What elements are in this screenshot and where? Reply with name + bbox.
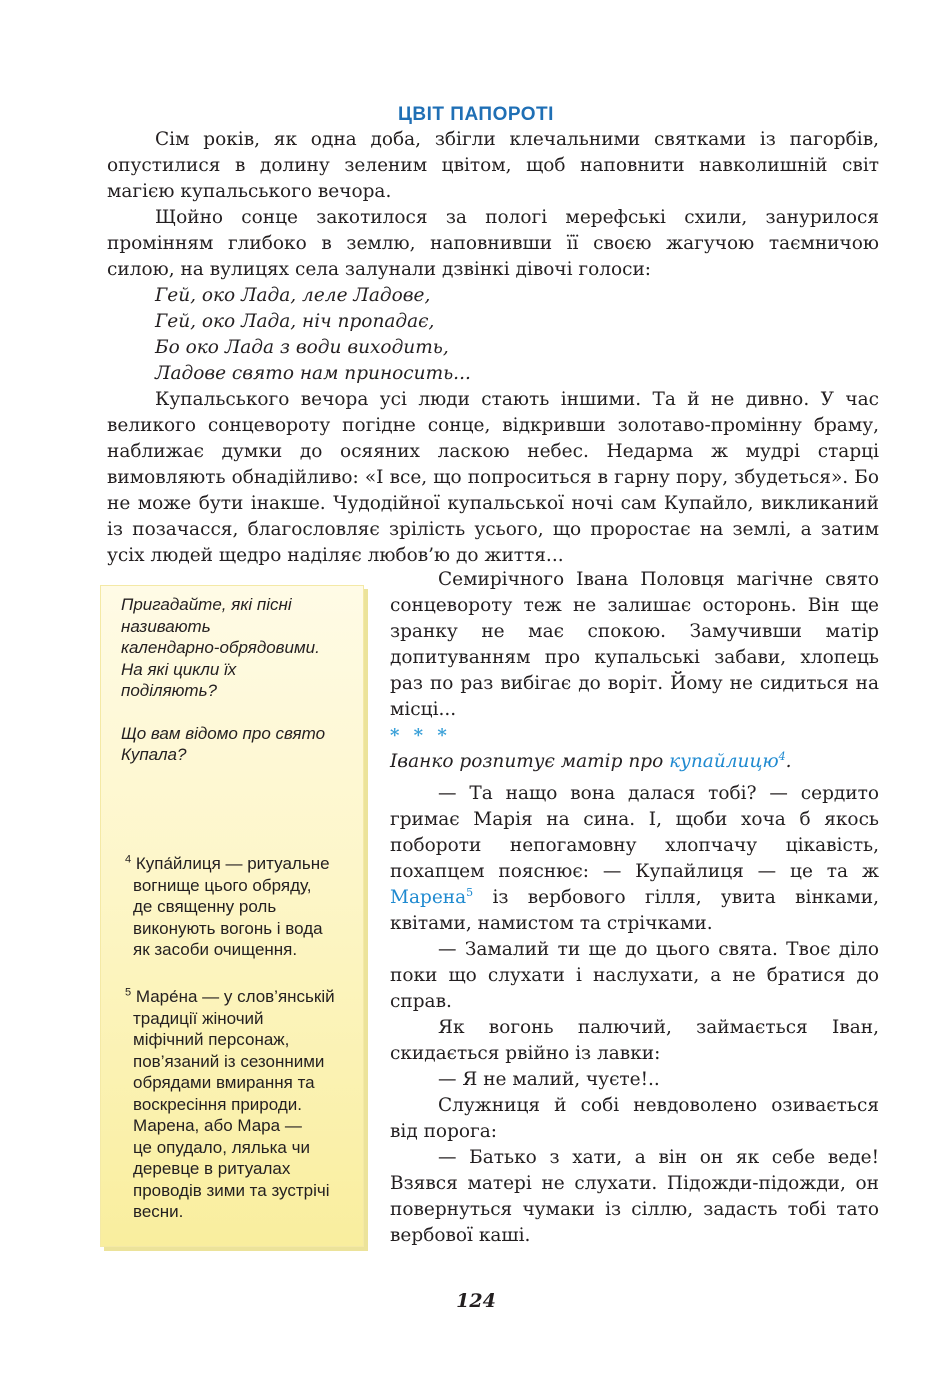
verse-line: Ладове свято нам приносить...: [155, 363, 471, 384]
question: Що вам відомо про свято Купала?: [121, 723, 326, 764]
glossary-term[interactable]: Марена: [390, 887, 467, 908]
story-column: [390, 567, 879, 1249]
footnote-4: $^4$ Купа́йлиця — ритуальне вогнище цього обряду, де священну роль виконують вогонь і вода як засоби очищення.: [125, 853, 330, 959]
footnote-5: $^5$ Маре́на — у слов’янській традиції жіночий міфічний персонаж, пов’язаний із сезонними обрядами вмирання та воскресіння природи. Марена, або Мара — це опудало, лялька чи деревце в ритуалах проводів зими та зустрічі весни.: [125, 986, 335, 1221]
sidebar-box: [100, 585, 364, 1247]
intro-text: [107, 127, 879, 569]
paragraph: Семирічного Івана Половця магічне свято сонцевороту теж не залишає осторонь. Він ще зранку не має спокою. Замучивши матір допитуванням про купальські забави, хлопець раз по раз вибігає до воріт. Йому не сидиться на місці...: [390, 569, 879, 720]
verse-line: Бо око Лада з води виходить,: [155, 337, 449, 358]
song-verse: [107, 283, 879, 387]
paragraph: — Батько з хати, а він он як себе веде! Взявся матері не слухати. Підожди-підожди, он повернуться чумаки із сіллю, задасть тобі тато вербової каші.: [390, 1147, 879, 1246]
paragraph: — Я не малий, чуєте!..: [438, 1069, 660, 1090]
paragraph: — Замалий ти ще до цього свята. Твоє діло поки що слухати і наслухати, а не братися до справ.: [390, 939, 879, 1012]
paragraph: Сім років, як одна доба, збігли клечальними святками із пагорбів, опустилися в долину зеленим цвітом, щоб наповнити навколишній світ магією купальського вечора.: [107, 129, 879, 202]
glossary-term[interactable]: купайлицю: [669, 751, 779, 772]
sidebar-questions: [121, 594, 357, 787]
page-number: 124: [456, 1290, 496, 1312]
page-title: ЦВІТ ПАПОРОТІ: [398, 104, 554, 125]
paragraph: Як вогонь палючий, займається Іван, скидається рвійно із лавки:: [390, 1017, 879, 1064]
question: Пригадайте, які пісні називають календарно-обрядовими. На які цикли їх поділяють?: [121, 595, 320, 700]
paragraph: Служниця й собі невдоволено озивається від порога:: [390, 1095, 879, 1142]
paragraph: — Та нащо вона далася тобі? — сердито гримає Марія на сина. І, щоби хоча б якось побороти непогамовну хлопчачу цікавість, похапцем пояснює: — Купайлиця — це та ж Марена$^5$ із вербового гілля, увита вінками, квітами, намистом та стрічками.: [390, 783, 879, 934]
verse-line: Гей, око Лада, леле Ладове,: [155, 285, 431, 306]
section-subheading: Іванко розпитує матір про купайлицю$^4$.: [390, 749, 792, 772]
paragraph: Щойно сонце закотилося за пологі мерефські схили, занурилося промінням глибоко в землю, наповнивши її своєю жагучою таємничою силою, на вулицях села залунали дзвінкі дівочі голоси:: [107, 207, 879, 280]
verse-line: Гей, око Лада, ніч пропадає,: [155, 311, 435, 332]
paragraph: Купальського вечора усі люди стають іншими. Та й не дивно. У час великого сонцевороту погідне сонце, відкривши золотаво-промінну браму, наближає думки до осяяних ласкою небес. Недарма ж мудрі старці вимовляють обнадійливо: «І все, що попроситься в гарну пору, збудеться». Бо не може бути інакше. Чудодійної купальської ночі сам Купайло, викликаний із позачасся, благословляє зрілість усього, що проростає на землі, а затим усіх людей щедро наділяє любов’ю до життя...: [107, 389, 879, 566]
section-divider: * * *: [390, 725, 451, 746]
